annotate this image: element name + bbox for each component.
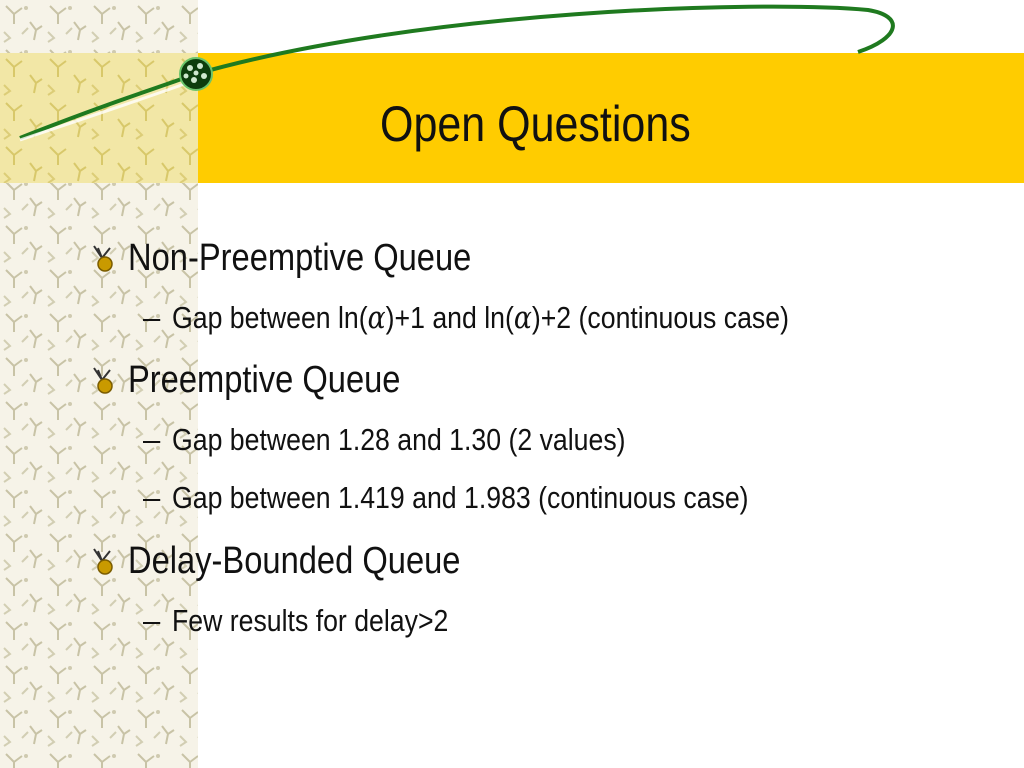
sub-bullet-dash: – xyxy=(143,480,161,515)
sub-bullet-dash: – xyxy=(143,300,161,335)
bullet-icon xyxy=(88,242,120,274)
sub-bullet-item: Gap between 1.28 and 1.30 (2 values) xyxy=(172,422,626,457)
bullet-item: Non-Preemptive Queue xyxy=(128,237,472,279)
alpha-symbol: α xyxy=(367,300,386,336)
bullet-icon xyxy=(88,545,120,577)
bullet-item: Preemptive Queue xyxy=(128,359,401,401)
slide-title: Open Questions xyxy=(380,96,691,152)
sub-bullet-item: Few results for delay>2 xyxy=(172,603,449,638)
bullet-item: Delay-Bounded Queue xyxy=(128,540,461,582)
sub-bullet-dash: – xyxy=(143,603,161,638)
sub-bullet-dash: – xyxy=(143,422,161,457)
sub-bullet-item xyxy=(172,300,789,336)
bullet-icon xyxy=(88,364,120,396)
sub-bullet-item: Gap between 1.419 and 1.983 (continuous case) xyxy=(172,480,749,515)
sub-bullet-text: )+2 (continuous case) xyxy=(531,300,789,335)
sub-bullet-text: Gap between ln( xyxy=(172,300,368,335)
sub-bullet-text: )+1 and ln( xyxy=(385,300,514,335)
alpha-symbol: α xyxy=(513,300,532,336)
